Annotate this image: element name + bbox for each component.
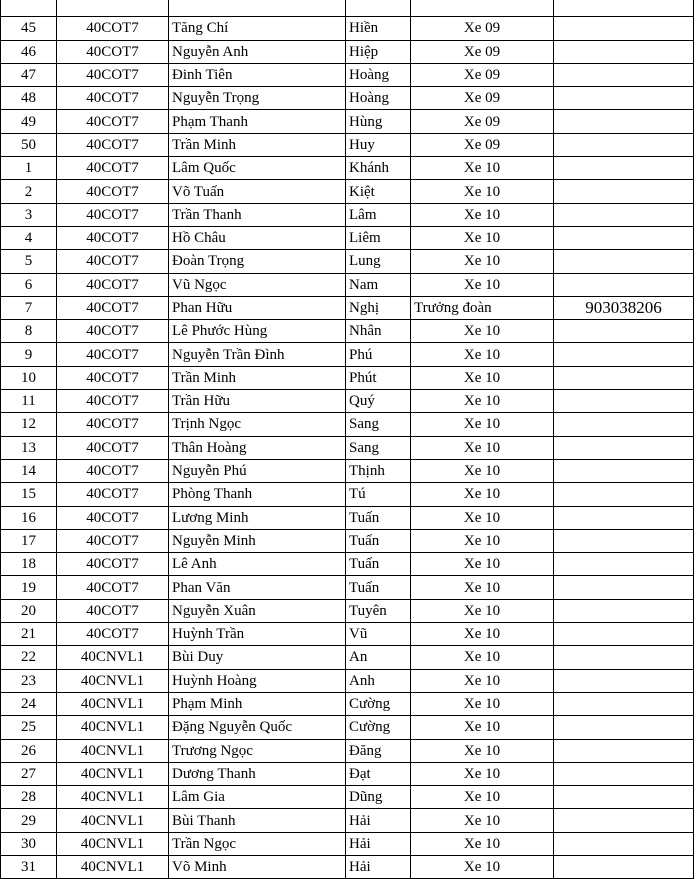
- given-name-cell: Tú: [346, 483, 411, 506]
- phone-cell: [554, 226, 694, 249]
- row-number-cell: 25: [1, 716, 57, 739]
- table-row: [1, 506, 694, 529]
- row-number-cell: 21: [1, 623, 57, 646]
- phone-cell: [554, 436, 694, 459]
- phone-cell: [554, 320, 694, 343]
- class-code-cell: 40COT7: [57, 320, 169, 343]
- phone-cell: [554, 599, 694, 622]
- header-cell: [554, 0, 694, 17]
- phone-cell: [554, 832, 694, 855]
- bus-assignment-cell: Xe 10: [411, 250, 554, 273]
- table-row: [1, 855, 694, 878]
- row-number-cell: 10: [1, 366, 57, 389]
- row-number-cell: 1: [1, 157, 57, 180]
- class-code-cell: 40CNVL1: [57, 646, 169, 669]
- phone-cell: [554, 413, 694, 436]
- bus-assignment-cell: Xe 10: [411, 483, 554, 506]
- bus-assignment-cell: Xe 10: [411, 646, 554, 669]
- given-name-cell: Hùng: [346, 110, 411, 133]
- given-name-cell: Hải: [346, 855, 411, 878]
- header-cell: [346, 0, 411, 17]
- bus-assignment-cell: Xe 10: [411, 669, 554, 692]
- row-number-cell: 9: [1, 343, 57, 366]
- row-number-cell: 50: [1, 133, 57, 156]
- table-row: [1, 320, 694, 343]
- given-name-cell: Tuấn: [346, 576, 411, 599]
- row-number-cell: 46: [1, 40, 57, 63]
- class-code-cell: 40COT7: [57, 133, 169, 156]
- bus-assignment-cell: Xe 09: [411, 87, 554, 110]
- surname-cell: Lâm Gia: [169, 786, 346, 809]
- surname-cell: Trần Hữu: [169, 390, 346, 413]
- phone-cell: [554, 40, 694, 63]
- phone-cell: [554, 366, 694, 389]
- class-code-cell: 40COT7: [57, 180, 169, 203]
- class-code-cell: 40COT7: [57, 343, 169, 366]
- given-name-cell: Liêm: [346, 226, 411, 249]
- bus-assignment-cell: Xe 10: [411, 273, 554, 296]
- row-number-cell: 31: [1, 855, 57, 878]
- table-row: [1, 832, 694, 855]
- phone-cell: [554, 739, 694, 762]
- table-row: [1, 157, 694, 180]
- table-row: [1, 296, 694, 319]
- class-code-cell: 40COT7: [57, 623, 169, 646]
- given-name-cell: Thịnh: [346, 459, 411, 482]
- surname-cell: Phạm Minh: [169, 692, 346, 715]
- given-name-cell: An: [346, 646, 411, 669]
- table-row: [1, 669, 694, 692]
- given-name-cell: Tuấn: [346, 506, 411, 529]
- phone-cell: [554, 63, 694, 86]
- given-name-cell: Nam: [346, 273, 411, 296]
- phone-cell: [554, 483, 694, 506]
- row-number-cell: 11: [1, 390, 57, 413]
- class-code-cell: 40COT7: [57, 506, 169, 529]
- bus-assignment-cell: Xe 10: [411, 716, 554, 739]
- phone-cell: [554, 157, 694, 180]
- given-name-cell: Hải: [346, 832, 411, 855]
- given-name-cell: Hải: [346, 809, 411, 832]
- class-code-cell: 40COT7: [57, 529, 169, 552]
- phone-cell: [554, 762, 694, 785]
- surname-cell: Lê Phước Hùng: [169, 320, 346, 343]
- table-row: [1, 203, 694, 226]
- given-name-cell: Tuyên: [346, 599, 411, 622]
- given-name-cell: Lung: [346, 250, 411, 273]
- row-number-cell: 13: [1, 436, 57, 459]
- phone-cell: [554, 506, 694, 529]
- given-name-cell: Cường: [346, 716, 411, 739]
- bus-assignment-cell: Xe 10: [411, 553, 554, 576]
- header-cell: [1, 0, 57, 17]
- bus-assignment-cell: Xe 10: [411, 203, 554, 226]
- surname-cell: Hồ Châu: [169, 226, 346, 249]
- bus-assignment-cell: Xe 10: [411, 436, 554, 459]
- row-number-cell: 15: [1, 483, 57, 506]
- phone-cell: [554, 133, 694, 156]
- row-number-cell: 12: [1, 413, 57, 436]
- class-code-cell: 40COT7: [57, 63, 169, 86]
- phone-cell: [554, 529, 694, 552]
- row-number-cell: 7: [1, 296, 57, 319]
- table-row: [1, 716, 694, 739]
- row-number-cell: 19: [1, 576, 57, 599]
- row-number-cell: 45: [1, 17, 57, 40]
- given-name-cell: Tuấn: [346, 529, 411, 552]
- header-cell: [57, 0, 169, 17]
- class-code-cell: 40COT7: [57, 436, 169, 459]
- bus-assignment-cell: Xe 10: [411, 390, 554, 413]
- surname-cell: Đoàn Trọng: [169, 250, 346, 273]
- table-row: [1, 110, 694, 133]
- table-row: [1, 786, 694, 809]
- row-number-cell: 6: [1, 273, 57, 296]
- bus-assignment-cell: Xe 10: [411, 529, 554, 552]
- table-row: [1, 436, 694, 459]
- header-cell: [169, 0, 346, 17]
- table-row: [1, 739, 694, 762]
- row-number-cell: 26: [1, 739, 57, 762]
- class-code-cell: 40COT7: [57, 40, 169, 63]
- bus-assignment-cell: Xe 09: [411, 40, 554, 63]
- table-row: [1, 250, 694, 273]
- table-row: [1, 87, 694, 110]
- bus-assignment-cell: Xe 10: [411, 343, 554, 366]
- phone-cell: [554, 273, 694, 296]
- bus-assignment-cell: Xe 10: [411, 855, 554, 878]
- bus-assignment-cell: Xe 09: [411, 133, 554, 156]
- surname-cell: Nguyễn Phú: [169, 459, 346, 482]
- given-name-cell: Đăng: [346, 739, 411, 762]
- bus-assignment-cell: Xe 09: [411, 63, 554, 86]
- class-code-cell: 40COT7: [57, 413, 169, 436]
- given-name-cell: Dũng: [346, 786, 411, 809]
- phone-cell: [554, 17, 694, 40]
- phone-cell: [554, 786, 694, 809]
- surname-cell: Dương Thanh: [169, 762, 346, 785]
- class-code-cell: 40COT7: [57, 390, 169, 413]
- table-header-row-cutoff: [1, 0, 694, 17]
- table-row: [1, 366, 694, 389]
- table-row: [1, 63, 694, 86]
- table-row: [1, 40, 694, 63]
- given-name-cell: Sang: [346, 413, 411, 436]
- bus-assignment-cell: Xe 10: [411, 320, 554, 343]
- class-code-cell: 40COT7: [57, 273, 169, 296]
- phone-cell: [554, 110, 694, 133]
- header-cell: [411, 0, 554, 17]
- surname-cell: Trần Ngọc: [169, 832, 346, 855]
- bus-assignment-cell: Xe 10: [411, 576, 554, 599]
- row-number-cell: 3: [1, 203, 57, 226]
- surname-cell: Phan Văn: [169, 576, 346, 599]
- given-name-cell: Phú: [346, 343, 411, 366]
- surname-cell: Phòng Thanh: [169, 483, 346, 506]
- table-row: [1, 413, 694, 436]
- given-name-cell: Quý: [346, 390, 411, 413]
- given-name-cell: Hoàng: [346, 63, 411, 86]
- surname-cell: Nguyễn Anh: [169, 40, 346, 63]
- row-number-cell: 4: [1, 226, 57, 249]
- row-number-cell: 28: [1, 786, 57, 809]
- bus-assignment-cell: Xe 10: [411, 762, 554, 785]
- table-row: [1, 529, 694, 552]
- phone-cell: [554, 576, 694, 599]
- row-number-cell: 23: [1, 669, 57, 692]
- table-row: [1, 343, 694, 366]
- row-number-cell: 47: [1, 63, 57, 86]
- table-row: [1, 553, 694, 576]
- given-name-cell: Nghị: [346, 296, 411, 319]
- surname-cell: Lâm Quốc: [169, 157, 346, 180]
- class-code-cell: 40COT7: [57, 226, 169, 249]
- phone-cell: [554, 646, 694, 669]
- surname-cell: Nguyễn Trần Đình: [169, 343, 346, 366]
- class-code-cell: 40COT7: [57, 17, 169, 40]
- phone-cell: [554, 390, 694, 413]
- bus-assignment-cell: Xe 10: [411, 623, 554, 646]
- surname-cell: Đặng Nguyễn Quốc: [169, 716, 346, 739]
- bus-assignment-cell: Xe 10: [411, 506, 554, 529]
- surname-cell: Vũ Ngọc: [169, 273, 346, 296]
- surname-cell: Nguyễn Trọng: [169, 87, 346, 110]
- phone-cell: [554, 180, 694, 203]
- given-name-cell: Tuấn: [346, 553, 411, 576]
- bus-assignment-cell: Xe 09: [411, 17, 554, 40]
- row-number-cell: 8: [1, 320, 57, 343]
- bus-assignment-cell: Xe 10: [411, 786, 554, 809]
- given-name-cell: Phút: [346, 366, 411, 389]
- table-row: [1, 17, 694, 40]
- phone-cell: [554, 716, 694, 739]
- class-code-cell: 40COT7: [57, 576, 169, 599]
- surname-cell: Võ Tuấn: [169, 180, 346, 203]
- surname-cell: Phạm Thanh: [169, 110, 346, 133]
- class-code-cell: 40CNVL1: [57, 855, 169, 878]
- phone-cell: [554, 459, 694, 482]
- table-row: [1, 483, 694, 506]
- table-row: [1, 576, 694, 599]
- given-name-cell: Nhân: [346, 320, 411, 343]
- given-name-cell: Hoàng: [346, 87, 411, 110]
- surname-cell: Bùi Duy: [169, 646, 346, 669]
- table-row: [1, 692, 694, 715]
- phone-cell: [554, 553, 694, 576]
- row-number-cell: 48: [1, 87, 57, 110]
- class-code-cell: 40COT7: [57, 483, 169, 506]
- surname-cell: Phan Hữu: [169, 296, 346, 319]
- given-name-cell: Lâm: [346, 203, 411, 226]
- given-name-cell: Kiệt: [346, 180, 411, 203]
- row-number-cell: 18: [1, 553, 57, 576]
- bus-assignment-cell: Xe 10: [411, 739, 554, 762]
- bus-assignment-cell: Xe 10: [411, 180, 554, 203]
- row-number-cell: 5: [1, 250, 57, 273]
- phone-cell: [554, 203, 694, 226]
- surname-cell: Tăng Chí: [169, 17, 346, 40]
- row-number-cell: 22: [1, 646, 57, 669]
- bus-assignment-cell: Xe 10: [411, 366, 554, 389]
- phone-cell: [554, 692, 694, 715]
- surname-cell: Nguyễn Minh: [169, 529, 346, 552]
- table-row: [1, 226, 694, 249]
- table-row: [1, 599, 694, 622]
- phone-cell: [554, 343, 694, 366]
- surname-cell: Huỳnh Trần: [169, 623, 346, 646]
- phone-cell: [554, 250, 694, 273]
- bus-assignment-cell: Xe 10: [411, 459, 554, 482]
- phone-cell: 903038206: [554, 296, 694, 319]
- bus-assignment-cell: Xe 10: [411, 157, 554, 180]
- table-row: [1, 623, 694, 646]
- surname-cell: Thân Hoàng: [169, 436, 346, 459]
- class-code-cell: 40CNVL1: [57, 832, 169, 855]
- table-row: [1, 809, 694, 832]
- class-code-cell: 40CNVL1: [57, 739, 169, 762]
- class-code-cell: 40CNVL1: [57, 669, 169, 692]
- class-code-cell: 40COT7: [57, 296, 169, 319]
- class-code-cell: 40CNVL1: [57, 762, 169, 785]
- row-number-cell: 20: [1, 599, 57, 622]
- bus-assignment-cell: Xe 10: [411, 832, 554, 855]
- table-row: [1, 273, 694, 296]
- table-row: [1, 646, 694, 669]
- bus-assignment-cell: Xe 10: [411, 226, 554, 249]
- bus-assignment-cell: Xe 10: [411, 599, 554, 622]
- surname-cell: Huỳnh Hoàng: [169, 669, 346, 692]
- surname-cell: Trương Ngọc: [169, 739, 346, 762]
- row-number-cell: 49: [1, 110, 57, 133]
- class-code-cell: 40COT7: [57, 250, 169, 273]
- roster-table-body: [1, 0, 694, 879]
- phone-cell: [554, 855, 694, 878]
- surname-cell: Trần Minh: [169, 366, 346, 389]
- given-name-cell: Vũ: [346, 623, 411, 646]
- given-name-cell: Huy: [346, 133, 411, 156]
- phone-cell: [554, 809, 694, 832]
- row-number-cell: 16: [1, 506, 57, 529]
- given-name-cell: Hiền: [346, 17, 411, 40]
- bus-assignment-cell: Trưởng đoàn: [411, 296, 554, 319]
- surname-cell: Đinh Tiên: [169, 63, 346, 86]
- given-name-cell: Cường: [346, 692, 411, 715]
- table-row: [1, 459, 694, 482]
- class-code-cell: 40COT7: [57, 553, 169, 576]
- class-code-cell: 40COT7: [57, 459, 169, 482]
- surname-cell: Trịnh Ngọc: [169, 413, 346, 436]
- phone-cell: [554, 87, 694, 110]
- class-code-cell: 40CNVL1: [57, 809, 169, 832]
- class-code-cell: 40CNVL1: [57, 716, 169, 739]
- row-number-cell: 27: [1, 762, 57, 785]
- class-code-cell: 40COT7: [57, 599, 169, 622]
- class-code-cell: 40COT7: [57, 110, 169, 133]
- class-code-cell: 40COT7: [57, 157, 169, 180]
- surname-cell: Võ Minh: [169, 855, 346, 878]
- row-number-cell: 2: [1, 180, 57, 203]
- bus-assignment-cell: Xe 10: [411, 413, 554, 436]
- phone-cell: [554, 669, 694, 692]
- class-code-cell: 40COT7: [57, 203, 169, 226]
- surname-cell: Nguyễn Xuân: [169, 599, 346, 622]
- table-row: [1, 762, 694, 785]
- row-number-cell: 14: [1, 459, 57, 482]
- surname-cell: Trần Thanh: [169, 203, 346, 226]
- given-name-cell: Anh: [346, 669, 411, 692]
- given-name-cell: Khánh: [346, 157, 411, 180]
- given-name-cell: Sang: [346, 436, 411, 459]
- bus-assignment-cell: Xe 10: [411, 692, 554, 715]
- table-row: [1, 390, 694, 413]
- table-row: [1, 133, 694, 156]
- bus-assignment-cell: Xe 10: [411, 809, 554, 832]
- bus-assignment-cell: Xe 09: [411, 110, 554, 133]
- surname-cell: Trần Minh: [169, 133, 346, 156]
- class-code-cell: 40CNVL1: [57, 786, 169, 809]
- surname-cell: Lương Minh: [169, 506, 346, 529]
- row-number-cell: 24: [1, 692, 57, 715]
- row-number-cell: 30: [1, 832, 57, 855]
- row-number-cell: 29: [1, 809, 57, 832]
- phone-cell: [554, 623, 694, 646]
- class-code-cell: 40CNVL1: [57, 692, 169, 715]
- row-number-cell: 17: [1, 529, 57, 552]
- table-row: [1, 180, 694, 203]
- class-code-cell: 40COT7: [57, 87, 169, 110]
- given-name-cell: Hiệp: [346, 40, 411, 63]
- surname-cell: Lê Anh: [169, 553, 346, 576]
- class-code-cell: 40COT7: [57, 366, 169, 389]
- given-name-cell: Đạt: [346, 762, 411, 785]
- surname-cell: Bùi Thanh: [169, 809, 346, 832]
